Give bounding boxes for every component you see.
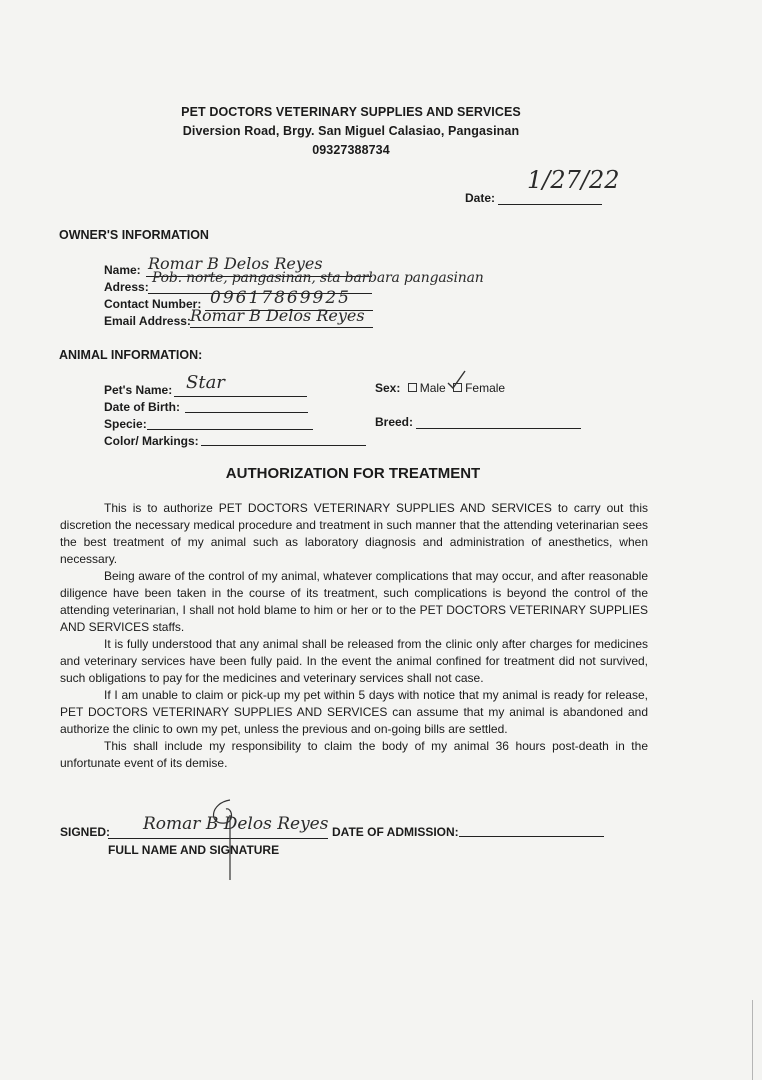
dob-line xyxy=(185,412,308,413)
owner-name-label: Name: xyxy=(104,263,141,277)
color-markings-label: Color/ Markings: xyxy=(104,434,199,448)
owner-name-handwritten: Romar B Delos Reyes xyxy=(148,254,323,273)
admission-date-line xyxy=(459,836,604,837)
letterhead xyxy=(0,103,702,160)
owner-contact-handwritten: 09617869925 xyxy=(210,288,351,308)
dob-label: Date of Birth: xyxy=(104,400,180,414)
admission-date-label: DATE OF ADMISSION: xyxy=(332,825,459,839)
specie-line xyxy=(147,429,313,430)
date-line xyxy=(498,204,602,205)
sex-label: Sex: xyxy=(375,381,401,395)
authorization-paragraph-2: Being aware of the control of my animal, whatever complications that may occur, and after reasonable diligence have been taken in the course of its treatment, such complications is beyond the control of the attending veterinarian, I shall not hold blame to him or her or to the PET DOCTORS VETERINARY SUPPLIES AND SERVICES staffs. xyxy=(60,569,648,634)
owner-contact-label: Contact Number: xyxy=(104,297,202,311)
owner-email-handwritten: Romar B Delos Reyes xyxy=(190,306,365,325)
date-label: Date: xyxy=(465,191,496,205)
authorization-paragraph-5: This shall include my responsibility to claim the body of my animal 36 hours post-death in the unfortunate event of its demise. xyxy=(60,739,648,770)
animal-section-title: ANIMAL INFORMATION: xyxy=(59,348,203,362)
owner-section-title: OWNER'S INFORMATION xyxy=(59,228,209,242)
company-phone: 09327388734 xyxy=(312,143,390,157)
owner-email-line xyxy=(190,327,373,328)
female-option-label: Female xyxy=(465,381,506,395)
sex-field xyxy=(375,381,505,395)
authorization-paragraph-4: If I am unable to claim or pick-up my pet within 5 days with notice that my animal is ready for release, PET DOCTORS VETERINARY SUPPLIES AND SERVICES can assume that my animal is abandoned and authorize the clinic to own my pet, unless the previous and on-going bills are settled. xyxy=(60,688,648,736)
pet-name-handwritten: Star xyxy=(186,372,225,393)
authorization-title: AUTHORIZATION FOR TREATMENT xyxy=(225,465,481,482)
signature-handwritten: Romar B Delos Reyes xyxy=(143,814,329,834)
male-option-label: Male xyxy=(419,381,446,395)
company-address: Diversion Road, Brgy. San Miguel Calasiao, Pangasinan xyxy=(182,124,520,138)
male-checkbox[interactable] xyxy=(408,383,417,392)
owner-address-handwritten: Pob. norte, pangasinan, sta barbara pangasinan xyxy=(152,270,484,286)
owner-address-label: Adress: xyxy=(104,280,149,294)
company-name: PET DOCTORS VETERINARY SUPPLIES AND SERVICES xyxy=(181,105,521,119)
authorization-paragraph-3: It is fully understood that any animal shall be released from the clinic only after charges for medicines and veterinary services have been fully paid. In the event the animal confined for treatment did not survived, such obligations to pay for the medicines and veterinary services shall not case. xyxy=(60,637,648,685)
female-check-mark xyxy=(446,369,468,391)
breed-line xyxy=(416,428,581,429)
color-markings-line xyxy=(201,445,366,446)
scan-edge-mark xyxy=(752,1000,753,1080)
breed-label: Breed: xyxy=(375,415,414,429)
date-handwritten: 1/27/22 xyxy=(527,166,620,194)
specie-label: Specie: xyxy=(104,417,147,431)
authorization-paragraph-1: This is to authorize PET DOCTORS VETERINARY SUPPLIES AND SERVICES to carry out this discretion the necessary medical procedure and treatment in such manner that the attending veterinarian sees the best treatment of my animal such as laboratory diagnosis and administration of anesthetics, when necessary. xyxy=(60,501,648,566)
full-name-signature-label: FULL NAME AND SIGNATURE xyxy=(108,843,280,857)
signature-stroke-drawing xyxy=(190,795,250,885)
pet-name-label: Pet's Name: xyxy=(104,383,173,397)
authorization-body xyxy=(60,500,648,772)
owner-email-label: Email Address: xyxy=(104,314,191,328)
pet-name-line xyxy=(174,396,307,397)
signed-label: SIGNED: xyxy=(60,825,111,839)
